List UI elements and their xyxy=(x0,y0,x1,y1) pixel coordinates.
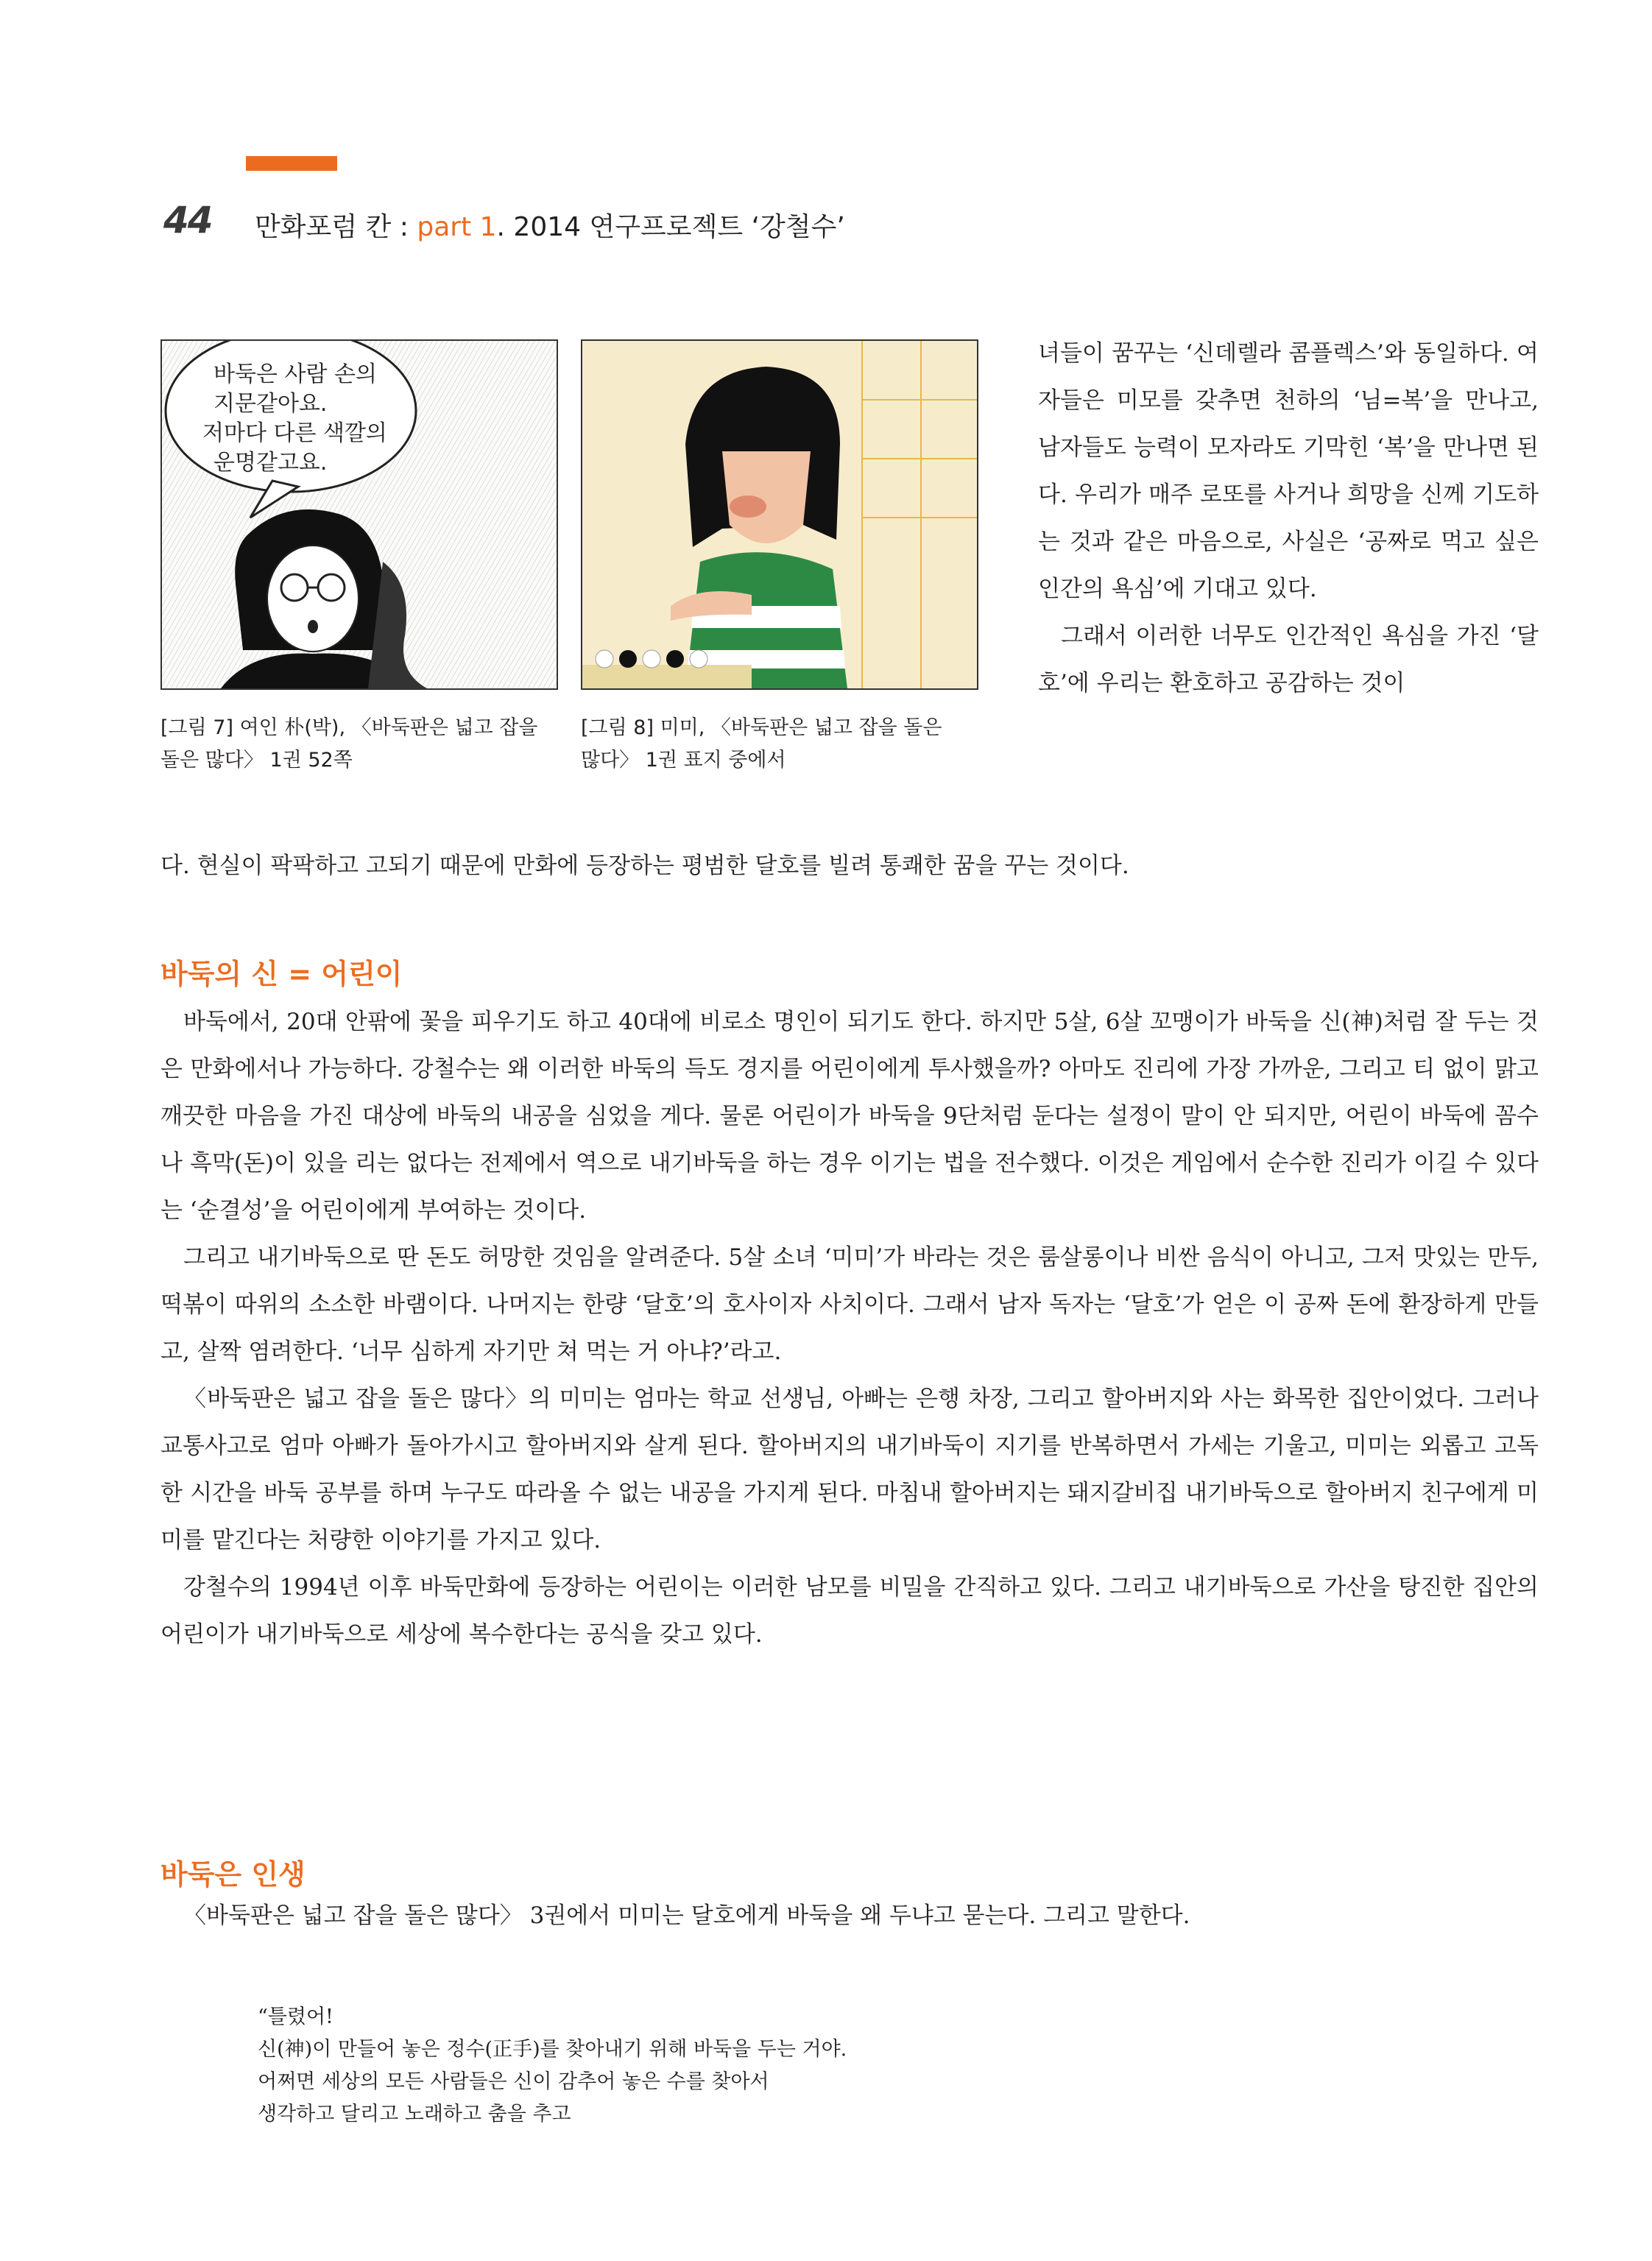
quote-line-2: 신(神)이 만들어 놓은 정수(正手)를 찾아내기 위해 바둑을 두는 거야. xyxy=(258,2038,847,2061)
column-paragraph-1: 녀들이 꿈꾸는 ‘신데렐라 콤플렉스’와 동일하다. 여자들은 미모를 갖추면 천하의 ‘님=복’을 만나고, 남자들도 능력이 모자라도 기막힌 ‘복’을 만나면 된다. 우리가 매주 로또를 사거나 희망을 신께 기도하는 것과 같은 마음으로, 사실은 ‘공짜로 먹고 싶은 인간의 욕심’에 기대고 있다. xyxy=(1038,340,1539,602)
series-title: 만화포럼 칸 : xyxy=(255,212,417,242)
figure-7-caption-line-2: 돌은 많다〉 1권 52쪽 xyxy=(160,749,353,772)
section-1-paragraph-2: 그리고 내기바둑으로 딴 돈도 허망한 것임을 알려준다. 5살 소녀 ‘미미’가 바라는 것은 룸살롱이나 비싼 음식이 아니고, 그저 맛있는 만두, 떡볶이 따위의 소소한 바램이다. 나머지는 한량 ‘달호’의 호사이자 사치이다. 그래서 남자 독자는 ‘달호’가 얻은 이 공짜 돈에 환장하게 만들고, 살짝 염려한다. ‘너무 심하게 자기만 쳐 먹는 거 아냐?’라고. xyxy=(160,1244,1539,1365)
continuation-line: 다. 현실이 팍팍하고 고되기 때문에 만화에 등장하는 평범한 달호를 빌려 통쾌한 꿈을 꾸는 것이다. xyxy=(160,853,1129,879)
right-column-text xyxy=(1038,330,1539,707)
section-1-paragraph-1: 바둑에서, 20대 안팎에 꽃을 피우기도 하고 40대에 비로소 명인이 되기도 한다. 하지만 5살, 6살 꼬맹이가 바둑을 신(神)처럼 잘 두는 것은 만화에서나 가능하다. 강철수는 왜 이러한 바둑의 득도 경지를 어린이에게 투사했을까? 아마도 진리에 가장 가까운, 그리고 티 없이 맑고 깨끗한 마음을 가진 대상에 바둑의 내공을 심었을 게다. 물론 어린이가 바둑을 9단처럼 둔다는 설정이 말이 안 되지만, 어린이 바둑에 꼼수나 흑막(돈)이 있을 리는 없다는 전제에서 역으로 내기바둑을 하는 경우 이기는 법을 전수했다. 이것은 게임에서 순수한 진리가 이길 수 있다는 ‘순결성’을 어린이에게 부여하는 것이다. xyxy=(160,1009,1539,1224)
section-1-body xyxy=(160,998,1539,1658)
speech-line-2: 지문같아요. xyxy=(213,391,328,417)
column-paragraph-2: 그래서 이러한 너무도 인간적인 욕심을 가진 ‘달호’에 우리는 환호하고 공감하는 것이 xyxy=(1038,623,1539,696)
section-2-body xyxy=(160,1892,1539,1939)
quote-block xyxy=(258,2001,847,2131)
section-heading-1: 바둑의 신 = 어린이 xyxy=(160,958,403,990)
figure-7-caption xyxy=(160,712,558,777)
header-accent-bar xyxy=(246,156,337,171)
speech-line-3: 저마다 다른 색깔의 xyxy=(202,420,387,446)
quote-line-1: “틀렸어! xyxy=(258,2006,333,2028)
section-heading-2: 바둑은 인생 xyxy=(160,1858,306,1891)
quote-line-3: 어쩌면 세상의 모든 사람들은 신이 감추어 놓은 수를 찾아서 xyxy=(258,2070,769,2093)
figure-8-caption xyxy=(581,712,978,777)
page-number: 44 xyxy=(163,199,212,241)
figure-8-illustration xyxy=(581,339,978,690)
figure-8-caption-line-1: [그림 8] 미미, 〈바둑판은 넓고 잡을 돌은 xyxy=(581,716,942,739)
header-title: . 2014 연구프로젝트 ‘강철수’ xyxy=(496,212,845,242)
speech-line-4: 운명같고요. xyxy=(213,450,328,476)
quote-line-4: 생각하고 달리고 노래하고 춤을 추고 xyxy=(258,2103,571,2126)
figure-7-caption-line-1: [그림 7] 여인 朴(박), 〈바둑판은 넓고 잡을 xyxy=(160,716,538,739)
figure-8-caption-line-2: 많다〉 1권 표지 중에서 xyxy=(581,749,786,772)
running-header xyxy=(255,206,845,244)
part-label: part 1 xyxy=(417,212,497,242)
figure-7-illustration xyxy=(160,339,558,690)
section-1-paragraph-4: 강철수의 1994년 이후 바둑만화에 등장하는 어린이는 이러한 남모를 비밀을 간직하고 있다. 그리고 내기바둑으로 가산을 탕진한 집안의 어린이가 내기바둑으로 세상에 복수한다는 공식을 갖고 있다. xyxy=(160,1574,1539,1648)
speech-line-1: 바둑은 사람 손의 xyxy=(213,361,377,387)
section-1-paragraph-3: 〈바둑판은 넓고 잡을 돌은 많다〉의 미미는 엄마는 학교 선생님, 아빠는 은행 차장, 그리고 할아버지와 사는 화목한 집안이었다. 그러나 교통사고로 엄마 아빠가 돌아가시고 할아버지와 살게 된다. 할아버지의 내기바둑이 지기를 반복하면서 가세는 기울고, 미미는 외롭고 고독한 시간을 바둑 공부를 하며 누구도 따라올 수 없는 내공을 가지게 된다. 마침내 할아버지는 돼지갈비집 내기바둑으로 할아버지 친구에게 미미를 맡긴다는 처량한 이야기를 가지고 있다. xyxy=(160,1386,1539,1553)
section-2-paragraph: 〈바둑판은 넓고 잡을 돌은 많다〉 3권에서 미미는 달호에게 바둑을 왜 두냐고 묻는다. 그리고 말한다. xyxy=(183,1902,1190,1929)
